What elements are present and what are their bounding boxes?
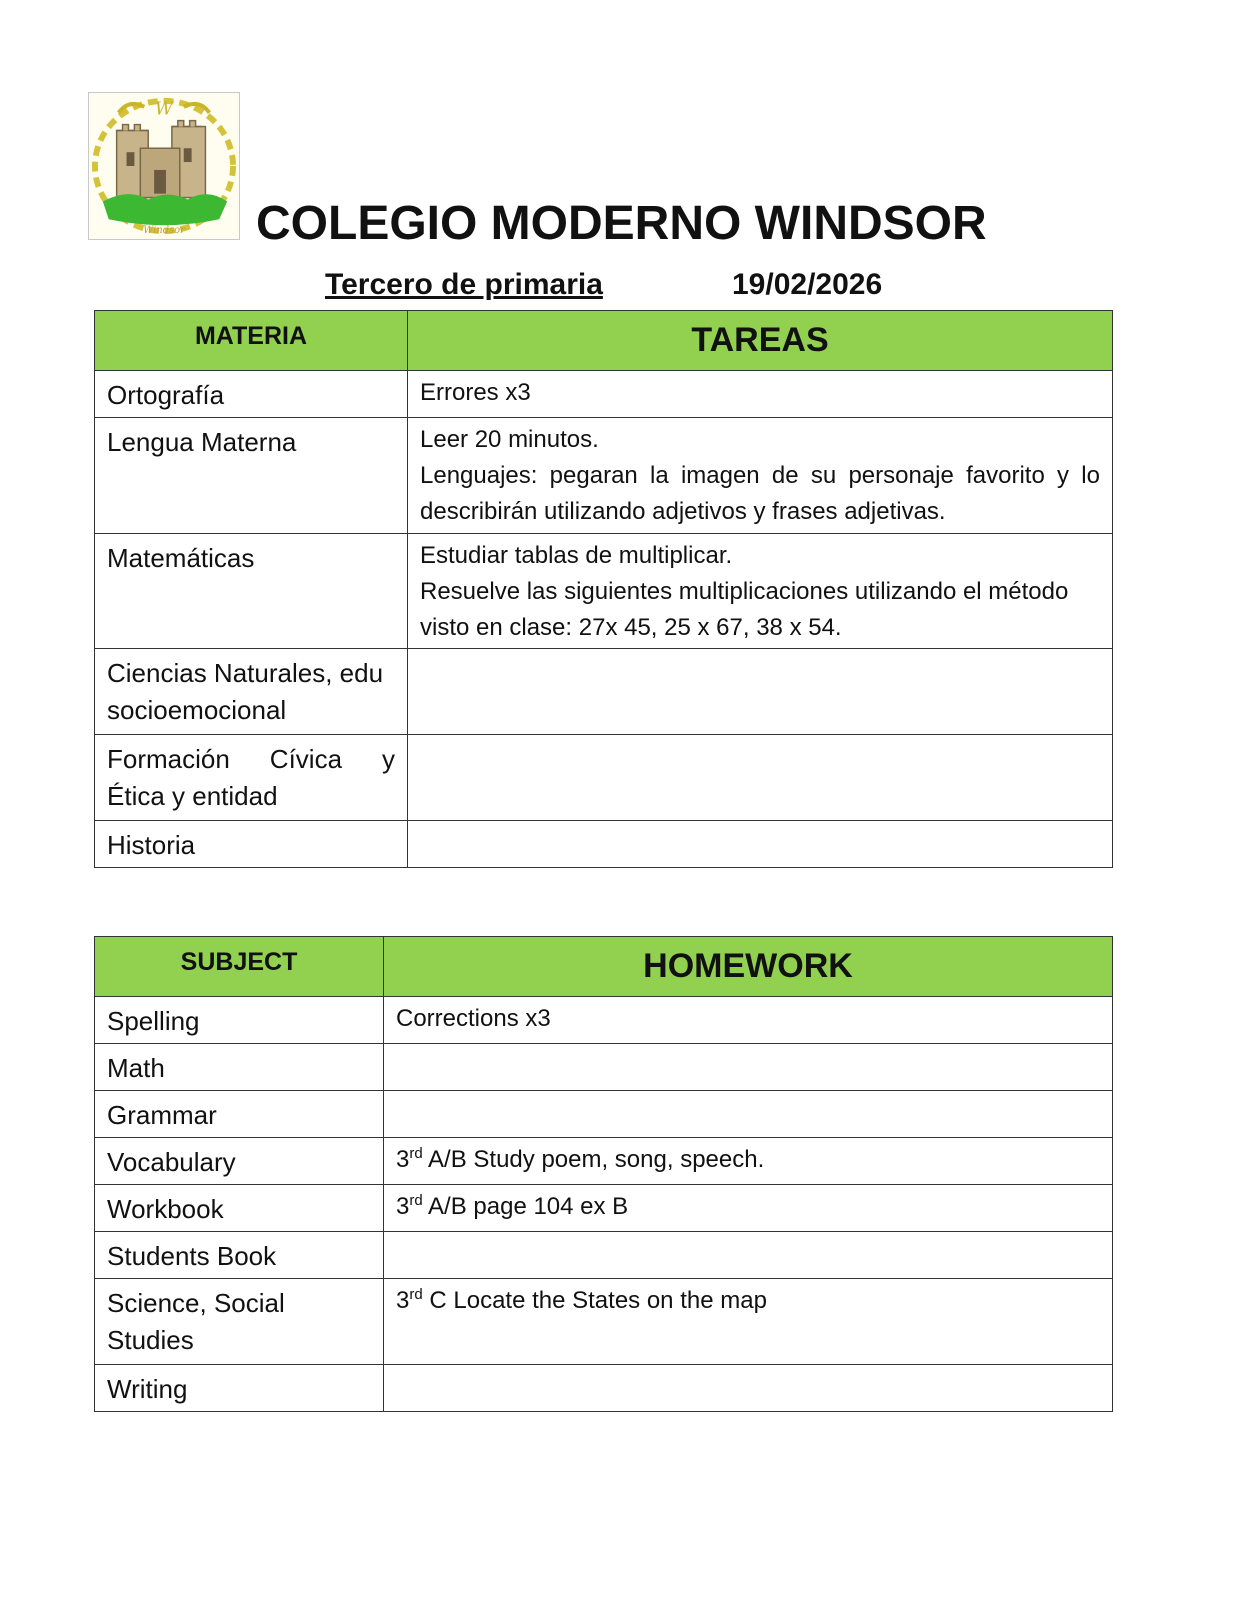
subject-cell: Vocabulary — [95, 1138, 384, 1185]
castle-crest-icon — [89, 93, 239, 239]
table-row — [95, 997, 1113, 1044]
table-row — [95, 534, 1113, 649]
subject-cell: Students Book — [95, 1232, 384, 1279]
table-row — [95, 649, 1113, 735]
task-cell — [408, 649, 1113, 735]
homework-cell — [384, 1232, 1113, 1279]
table-row — [95, 1138, 1113, 1185]
homework-cell: 3rd C Locate the States on the map — [384, 1279, 1113, 1365]
subject-cell: Math — [95, 1044, 384, 1091]
table-row — [95, 1185, 1113, 1232]
homework-cell — [384, 1044, 1113, 1091]
homework-cell: 3rd A/B Study poem, song, speech. — [384, 1138, 1113, 1185]
column-header-tareas: TAREAS — [408, 311, 1113, 371]
english-homework-table — [94, 936, 1113, 1412]
table-row — [95, 1232, 1113, 1279]
grade-label: Tercero de primaria — [325, 268, 603, 301]
table-row — [95, 371, 1113, 418]
subject-cell: Lengua Materna — [95, 418, 408, 534]
svg-text:W: W — [154, 99, 174, 120]
homework-cell — [384, 1091, 1113, 1138]
subject-cell: Writing — [95, 1365, 384, 1412]
column-header-subject: SUBJECT — [95, 937, 384, 997]
subject-cell: Science, Social Studies — [95, 1279, 384, 1365]
homework-cell — [384, 1365, 1113, 1412]
subject-cell: Formación Cívica y Ética y entidad — [95, 735, 408, 821]
school-logo — [88, 92, 240, 240]
table-row — [95, 1044, 1113, 1091]
subject-cell: Grammar — [95, 1091, 384, 1138]
task-cell: Estudiar tablas de multiplicar. Resuelve las siguientes multiplicaciones utilizando el método visto en clase: 27x 45, 25 x 67, 38 x 54. — [408, 534, 1113, 649]
date-label: 19/02/2026 — [732, 268, 883, 301]
table-row — [95, 418, 1113, 534]
table-row — [95, 1279, 1113, 1365]
subject-cell: Spelling — [95, 997, 384, 1044]
subject-cell: Matemáticas — [95, 534, 408, 649]
subject-cell: Workbook — [95, 1185, 384, 1232]
column-header-homework: HOMEWORK — [384, 937, 1113, 997]
subject-cell: Ortografía — [95, 371, 408, 418]
table-row — [95, 735, 1113, 821]
homework-cell: 3rd A/B page 104 ex B — [384, 1185, 1113, 1232]
svg-text:Windsor: Windsor — [143, 225, 185, 237]
spanish-homework-table — [94, 310, 1113, 868]
subject-cell: Ciencias Naturales, edu socioemocional — [95, 649, 408, 735]
school-name: COLEGIO MODERNO WINDSOR — [256, 197, 987, 250]
table-row — [95, 821, 1113, 868]
table-row — [95, 1365, 1113, 1412]
table-header-row — [95, 311, 1113, 371]
task-cell — [408, 735, 1113, 821]
task-cell: Errores x3 — [408, 371, 1113, 418]
task-cell: Leer 20 minutos. Lenguajes: pegaran la imagen de su personaje favorito y lo describirán utilizando adjetivos y frases adjetivas. — [408, 418, 1113, 534]
homework-cell: Corrections x3 — [384, 997, 1113, 1044]
subject-cell: Historia — [95, 821, 408, 868]
column-header-materia: MATERIA — [95, 311, 408, 371]
task-cell — [408, 821, 1113, 868]
table-header-row — [95, 937, 1113, 997]
table-row — [95, 1091, 1113, 1138]
